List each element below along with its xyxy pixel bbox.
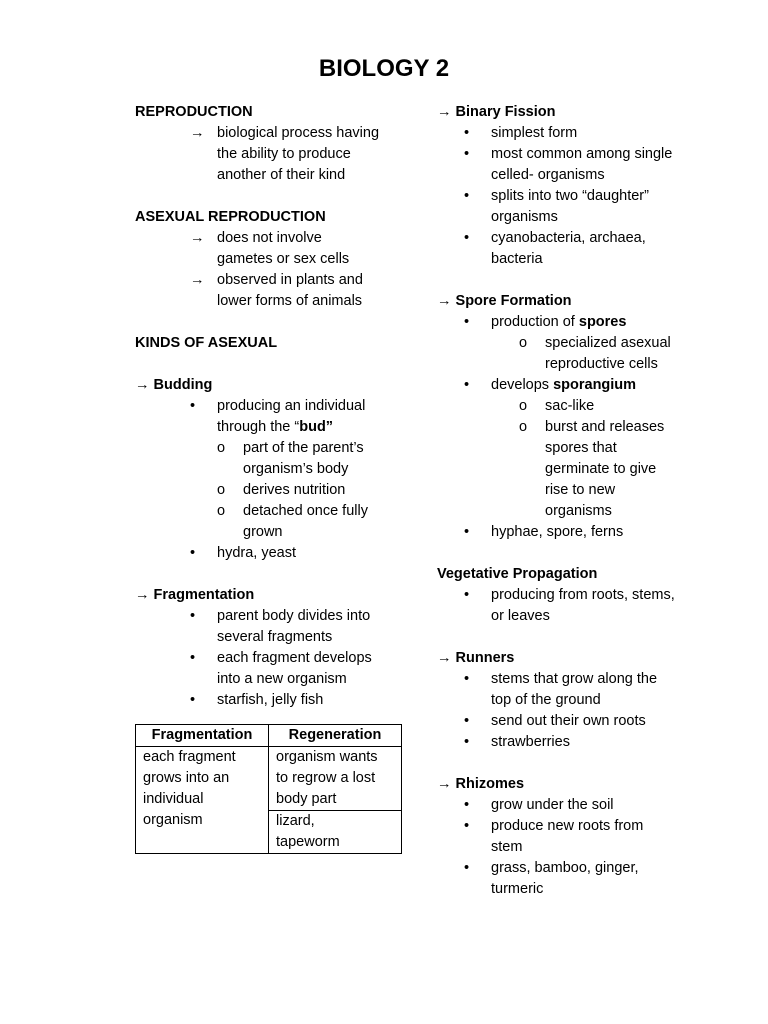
list-item-continuation: lower forms of animals xyxy=(217,293,363,309)
list-item-continuation: stem xyxy=(491,839,523,855)
section-heading-asexual: ASEXUAL REPRODUCTION xyxy=(135,209,326,225)
list-item: • production of spores xyxy=(437,312,737,333)
arrow-icon: → xyxy=(190,125,205,141)
bullet-icon: • xyxy=(464,587,470,603)
list-item: • stems that grow along the xyxy=(437,669,737,690)
arrow-icon: → xyxy=(190,230,205,246)
arrow-icon: → xyxy=(135,587,150,603)
table-cell: lizard, tapeworm xyxy=(269,811,402,854)
subheading-rhizomes: → Rhizomes xyxy=(437,776,525,792)
list-item: • grass, bamboo, ginger, xyxy=(437,858,737,879)
list-item: • producing an individual xyxy=(135,396,425,417)
list-item: • grow under the soil xyxy=(437,795,737,816)
list-item-continuation: the ability to produce xyxy=(217,146,351,162)
table-row xyxy=(136,747,402,811)
bullet-icon: • xyxy=(464,797,470,813)
bullet-icon: • xyxy=(464,146,470,162)
bullet-icon: • xyxy=(464,860,470,876)
list-item-continuation: or leaves xyxy=(491,608,550,624)
list-item: • send out their own roots xyxy=(437,711,737,732)
sub-list-item: o specialized asexual xyxy=(437,333,737,354)
circle-bullet-icon: o xyxy=(217,482,226,498)
list-item-continuation: into a new organism xyxy=(217,671,347,687)
bullet-icon: • xyxy=(464,713,470,729)
right-column xyxy=(437,102,737,900)
list-item-continuation: germinate to give xyxy=(545,461,657,477)
list-item-continuation: gametes or sex cells xyxy=(217,251,350,267)
arrow-icon: → xyxy=(437,104,452,120)
list-item: • strawberries xyxy=(437,732,737,753)
left-column xyxy=(135,102,425,711)
list-item-continuation: top of the ground xyxy=(491,692,601,708)
section-heading-kinds: KINDS OF ASEXUAL xyxy=(135,335,278,351)
bullet-icon: • xyxy=(464,377,470,393)
bullet-icon: • xyxy=(190,398,196,414)
bullet-icon: • xyxy=(464,125,470,141)
subheading-fragmentation: → Fragmentation xyxy=(135,587,255,603)
list-item-continuation: bacteria xyxy=(491,251,543,267)
table-cell: organism wants to regrow a lost body part xyxy=(269,747,402,811)
sub-list-item: o part of the parent’s xyxy=(135,438,425,459)
list-item: • hyphae, spore, ferns xyxy=(437,522,737,543)
list-item: • simplest form xyxy=(437,123,737,144)
list-item-continuation: celled- organisms xyxy=(491,167,605,183)
list-item-continuation: spores that xyxy=(545,440,617,456)
bullet-icon: • xyxy=(190,608,196,624)
subheading-spore-formation: → Spore Formation xyxy=(437,293,572,309)
list-item: → observed in plants and xyxy=(135,270,425,291)
list-item: → biological process having xyxy=(135,123,425,144)
arrow-icon: → xyxy=(437,776,452,792)
sub-list-item: o sac-like xyxy=(437,396,737,417)
list-item-continuation: turmeric xyxy=(491,881,544,897)
circle-bullet-icon: o xyxy=(519,398,528,414)
arrow-icon: → xyxy=(437,293,452,309)
list-item-continuation: grown xyxy=(243,524,283,540)
list-item-continuation: another of their kind xyxy=(217,167,346,183)
subheading-binary-fission: → Binary Fission xyxy=(437,104,556,120)
list-item: • producing from roots, stems, xyxy=(437,585,737,606)
circle-bullet-icon: o xyxy=(519,419,528,435)
list-item-continuation: reproductive cells xyxy=(545,356,658,372)
list-item-continuation: organisms xyxy=(491,209,558,225)
list-item-continuation: rise to new xyxy=(545,482,616,498)
sub-list-item: o derives nutrition xyxy=(135,480,425,501)
section-heading-reproduction: REPRODUCTION xyxy=(135,104,253,120)
list-item: • most common among single xyxy=(437,144,737,165)
table-header: Fragmentation xyxy=(136,725,269,747)
arrow-icon: → xyxy=(135,377,150,393)
page-title: BIOLOGY 2 xyxy=(318,55,450,82)
list-item: → does not involve xyxy=(135,228,425,249)
arrow-icon: → xyxy=(190,272,205,288)
bullet-icon: • xyxy=(464,818,470,834)
bullet-icon: • xyxy=(190,692,196,708)
sub-list-item: o burst and releases xyxy=(437,417,737,438)
arrow-icon: → xyxy=(437,650,452,666)
bullet-icon: • xyxy=(464,671,470,687)
table-header: Regeneration xyxy=(269,725,402,747)
bullet-icon: • xyxy=(190,650,196,666)
circle-bullet-icon: o xyxy=(519,335,528,351)
list-item: • hydra, yeast xyxy=(135,543,425,564)
sub-list-item: o detached once fully xyxy=(135,501,425,522)
list-item-continuation: several fragments xyxy=(217,629,333,645)
section-heading-vegetative: Vegetative Propagation xyxy=(437,566,598,582)
comparison-table xyxy=(135,724,402,854)
table-cell: each fragment grows into an individual organism xyxy=(136,747,269,854)
list-item: • develops sporangium xyxy=(437,375,737,396)
list-item-continuation: organisms xyxy=(545,503,612,519)
bullet-icon: • xyxy=(464,188,470,204)
table-header-row xyxy=(136,725,402,747)
subheading-runners: → Runners xyxy=(437,650,515,666)
circle-bullet-icon: o xyxy=(217,503,226,519)
list-item: • produce new roots from xyxy=(437,816,737,837)
circle-bullet-icon: o xyxy=(217,440,226,456)
bullet-icon: • xyxy=(464,314,470,330)
list-item: • starfish, jelly fish xyxy=(135,690,425,711)
bullet-icon: • xyxy=(190,545,196,561)
bullet-icon: • xyxy=(464,524,470,540)
list-item-continuation: organism’s body xyxy=(243,461,349,477)
bullet-icon: • xyxy=(464,230,470,246)
bullet-icon: • xyxy=(464,734,470,750)
list-item: • each fragment develops xyxy=(135,648,425,669)
list-item: • parent body divides into xyxy=(135,606,425,627)
subheading-budding: → Budding xyxy=(135,377,213,393)
list-item-continuation: through the “bud” xyxy=(217,419,334,435)
list-item: • cyanobacteria, archaea, xyxy=(437,228,737,249)
list-item: • splits into two “daughter” xyxy=(437,186,737,207)
